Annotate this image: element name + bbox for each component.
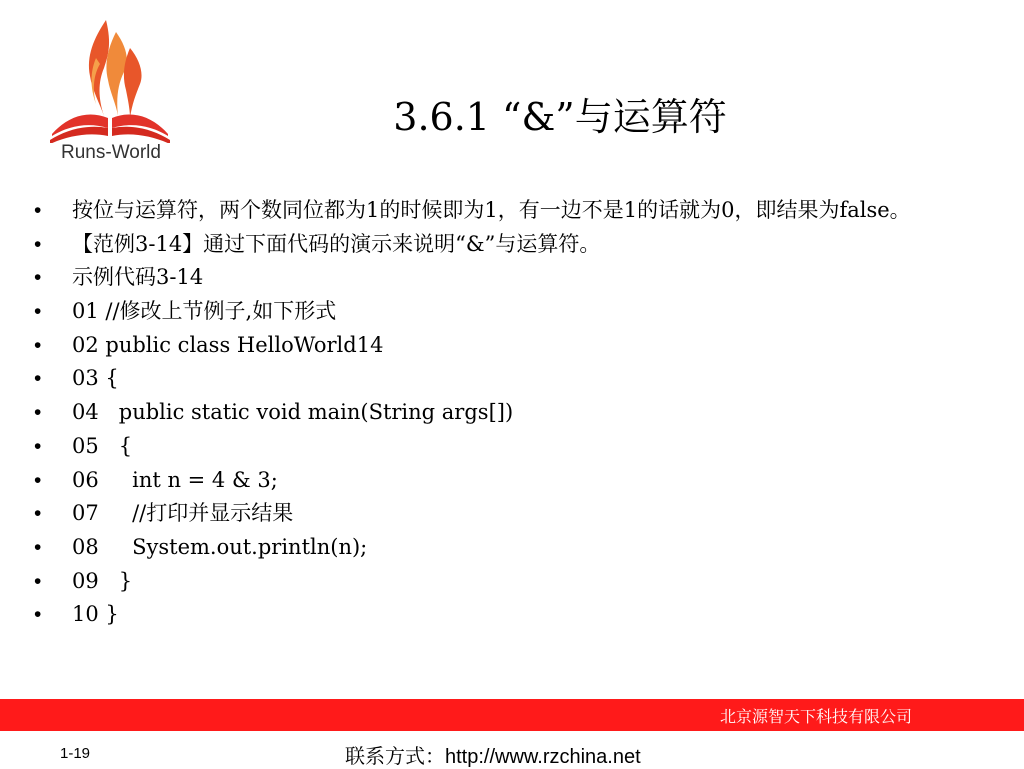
bullet-dot: • [34,401,42,425]
bullet-dot: • [34,333,42,357]
logo-text: Runs-World [61,142,161,163]
bullet-dot: • [34,367,42,391]
bullet-dot: • [34,502,42,526]
contact-url: http://www.rzchina.net [445,746,641,768]
bullet-dot: • [34,468,42,492]
contact-label: 联系方式： [345,744,445,768]
page-number: 1-19 [60,745,91,762]
code-text: 09 } [72,568,133,593]
flame-book-icon [46,18,176,143]
contact-info [345,740,641,769]
bullet-text: 【范例3-14】通过下面代码的演示来说明“&”与运算符。 [72,231,601,256]
bullet-dot: • [34,266,42,290]
bullet-list [34,196,984,634]
bullet-dot: • [34,199,42,222]
bullet-dot: • [34,232,42,256]
bullet-item [34,196,984,225]
code-text: 08 System.out.println(n); [72,534,368,559]
code-line [34,297,984,326]
code-text: 06 int n = 4 & 3; [72,467,278,492]
code-text: 02 public class HelloWorld14 [72,332,384,357]
code-text: 01 //修改上节例子,如下形式 [72,299,337,324]
bullet-dot: • [34,300,42,324]
bullet-text: 示例代码3-14 [72,265,204,290]
bullet-text: 按位与运算符，两个数同位都为1的时候即为1，有一边不是1的话就为0，即结果为false。 [72,198,911,222]
bullet-dot: • [34,603,42,627]
code-line [34,600,984,629]
bullet-dot: • [34,535,42,559]
bullet-dot: • [34,569,42,593]
code-line [34,331,984,360]
code-line [34,533,984,562]
bullet-item [34,263,984,292]
footer-company-name: 北京源智天下科技有限公司 [719,707,912,726]
code-line [34,499,984,528]
code-line [34,398,984,427]
footer-bar [0,699,1024,731]
slide-title: 3.6.1 “&”与运算符 [393,95,727,139]
code-line [34,466,984,495]
code-text: 07 //打印并显示结果 [72,501,294,526]
code-text: 05 { [72,433,133,458]
code-text: 03 { [72,366,119,391]
bullet-dot: • [34,434,42,458]
code-line [34,364,984,393]
code-line [34,567,984,596]
code-text: 10 } [72,602,119,627]
bullet-item [34,230,984,259]
code-line [34,432,984,461]
code-text: 04 public static void main(String args[]) [72,400,514,425]
runs-world-logo [46,18,176,168]
